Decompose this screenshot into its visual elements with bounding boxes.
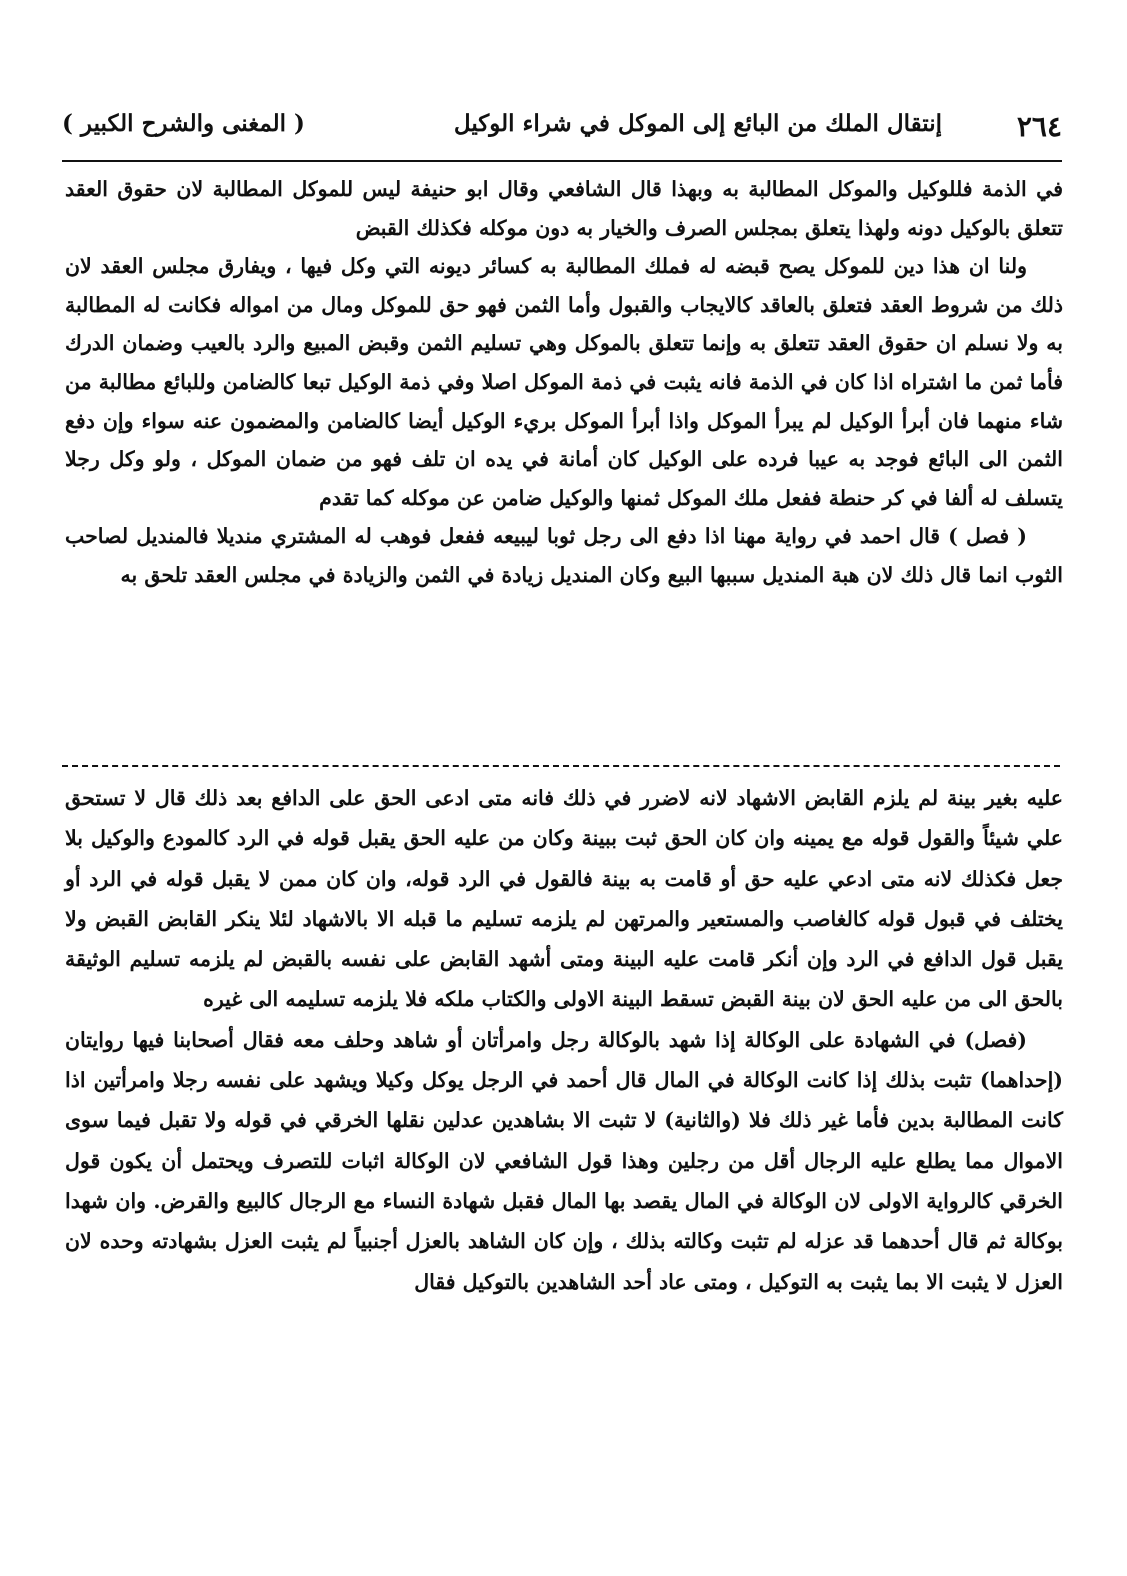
header-rule: [62, 160, 1062, 162]
page-header: [62, 110, 1062, 156]
page-number: ٢٦٤: [1016, 110, 1062, 143]
book-title: ( المغنى والشرح الكبير ): [62, 110, 305, 137]
commentary-paragraph: عليه بغير بينة لم يلزم القابض الاشهاد لانه لاضرر في ذلك فانه متى ادعى الحق على الدافع بعد ذلك قال لا تستحق علي شيئاً والقول قوله مع يمينه وان كان الحق ثبت ببينة وكان من عليه الحق يقبل قوله في الرد كالمودع والوكيل بلا جعل فكذلك لانه متى ادعي عليه حق أو قامت به بينة فالقول في الرد قوله، وان كان ممن لا يقبل قوله في الرد أو يختلف في قبول قوله كالغاصب والمستعير والمرتهن لم يلزمه تسليم ما قبله الا بالاشهاد لئلا ينكر القابض القبض ولا يقبل قول الدافع في الرد وإن أنكر قامت عليه البينة ومتى أشهد القابض على نفسه بالقبض لم يلزمه تسليم الوثيقة بالحق الى من عليه الحق لان بينة القبض تسقط البينة الاولى والكتاب ملكه فلا يلزمه تسليمه الى غيره: [65, 786, 1063, 1012]
main-paragraph: في الذمة فللوكيل والموكل المطالبة به وبهذا قال الشافعي وقال ابو حنيفة ليس للموكل المطالبة لان حقوق العقد تتعلق بالوكيل دونه ولهذا يتعلق بمجلس الصرف والخيار به دون موكله فكذلك القبض: [65, 177, 1063, 240]
main-text: [65, 170, 1063, 595]
main-paragraph: ولنا ان هذا دين للموكل يصح قبضه له فملك المطالبة به كسائر ديونه التي وكل فيها ، ويفارق مجلس العقد لان ذلك من شروط العقد فتعلق بالعاقد كالايجاب والقبول وأما الثمن فهو حق للموكل ومال من امواله فكانت له المطالبة به ولا نسلم ان حقوق العقد تتعلق به وإنما تتعلق بالموكل وهي تسليم الثمن وقبض المبيع والرد بالعيب وضمان الدرك فأما ثمن ما اشتراه اذا كان في الذمة فانه يثبت في ذمة الموكل اصلا وفي ذمة الوكيل تبعا كالضامن وللبائع مطالبة من شاء منهما فان أبرأ الوكيل لم يبرأ الموكل واذا أبرأ الموكل بريء الوكيل أيضا كالضامن والمضمون عنه سواء وإن دفع الثمن الى البائع فوجد به عيبا فرده على الوكيل كان أمانة في يده ان تلف فهو من ضمان الموكل ، ولو وكل رجلا يتسلف له ألفا في كر حنطة ففعل ملك الموكل ثمنها والوكيل ضامن عن موكله كما تقدم: [65, 254, 1063, 510]
commentary-text: [65, 778, 1063, 1302]
section-divider: [62, 765, 1060, 767]
commentary-paragraph: (فصل) في الشهادة على الوكالة إذا شهد بالوكالة رجل وامرأتان أو شاهد وحلف معه فقال أصحابنا فيها روايتان (إحداهما) تثبت بذلك إذا كانت الوكالة في المال قال أحمد في الرجل يوكل وكيلا ويشهد على نفسه رجلا وامرأتين اذا كانت المطالبة بدين فأما غير ذلك فلا (والثانية) لا تثبت الا بشاهدين عدلين نقلها الخرقي في قوله ولا تقبل فيما سوى الاموال مما يطلع عليه الرجال أقل من رجلين وهذا قول الشافعي لان الوكالة اثبات للتصرف ويحتمل أن يكون قول الخرقي كالرواية الاولى لان الوكالة في المال يقصد بها المال فقبل شهادة النساء مع الرجال كالبيع والقرض. وان شهدا بوكالة ثم قال أحدهما قد عزله لم تثبت وكالته بذلك ، وإن كان الشاهد بالعزل أجنبياً لم يثبت العزل بشهادته وحده لان العزل لا يثبت الا بما يثبت به التوكيل ، ومتى عاد أحد الشاهدين بالتوكيل فقال: [65, 1027, 1063, 1294]
main-paragraph: ( فصل ) قال احمد في رواية مهنا اذا دفع الى رجل ثوبا ليبيعه ففعل فوهب له المشتري منديلا فالمنديل لصاحب الثوب انما قال ذلك لان هبة المنديل سببها البيع وكان المنديل زيادة في الثمن والزيادة في مجلس العقد تلحق به: [65, 524, 1063, 587]
running-title: إنتقال الملك من البائع إلى الموكل في شراء الوكيل: [453, 110, 942, 137]
